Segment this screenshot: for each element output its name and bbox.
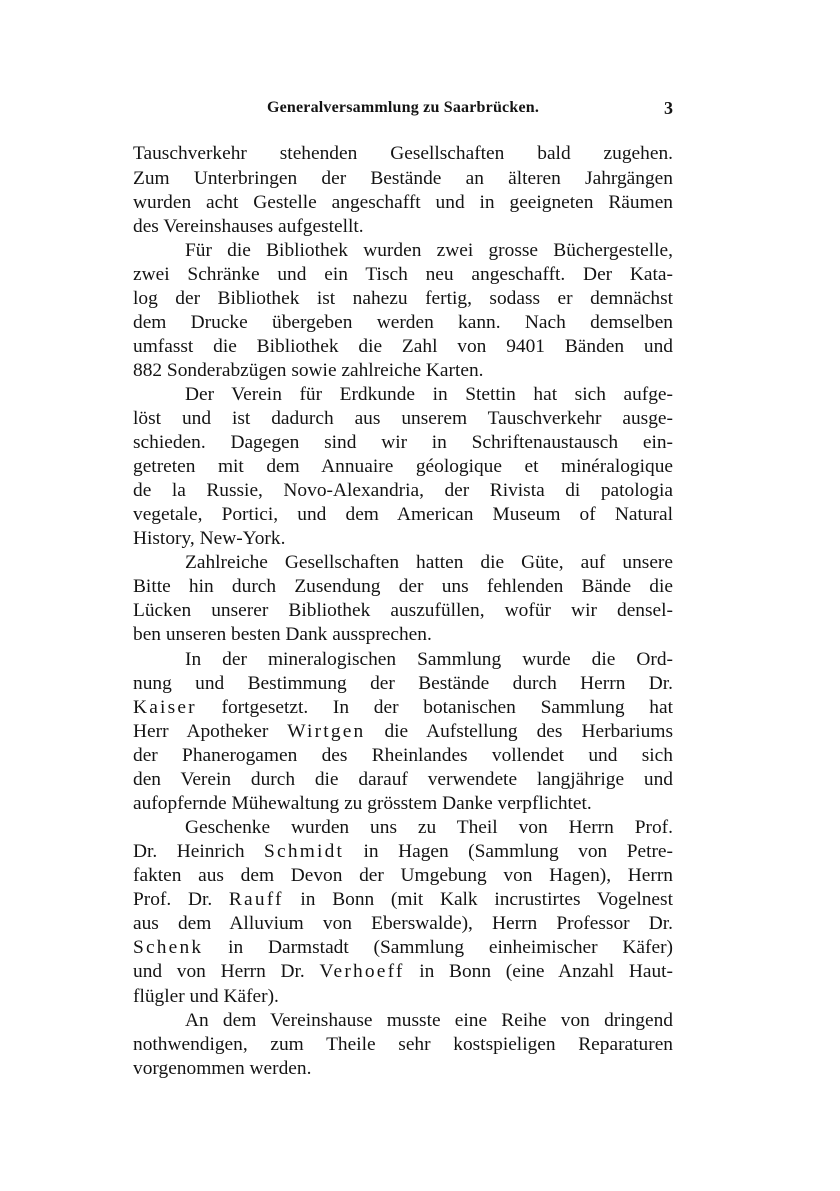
text-line: vorgenommen werden. [133, 1058, 312, 1079]
text-run: Herr Apotheker [133, 721, 288, 742]
text-line: aus dem Alluvium von Eberswalde), Herrn Professor Dr. [133, 913, 673, 934]
text-line: flügler und Käfer). [133, 986, 279, 1007]
text-line: schieden. Dagegen sind wir in Schriftenaustausch ein- [133, 432, 673, 453]
text-line: nung und Bestimmung der Bestände durch Herrn Dr. [133, 673, 673, 694]
text-run: fortgesetzt. In der botanischen Sammlung hat [196, 697, 673, 718]
text-run: in Hagen (Sammlung von Petre- [344, 841, 673, 862]
page-number: 3 [664, 98, 673, 118]
text-line: History, New-York. [133, 528, 286, 549]
text-line: Der Verein für Erdkunde in Stettin hat sich aufge- [185, 384, 673, 405]
text-line: An dem Vereinshause musste eine Reihe von dringend [185, 1010, 673, 1031]
text-line: vegetale, Portici, und dem American Museum of Natural [133, 504, 673, 525]
text-line: dem Drucke übergeben werden kann. Nach demselben [133, 312, 673, 333]
text-line: getreten mit dem Annuaire géologique et minéralogique [133, 456, 673, 477]
text-line [133, 935, 673, 961]
text-line: Zahlreiche Gesellschaften hatten die Güte, auf unsere [185, 552, 673, 573]
text-line: umfasst die Bibliothek die Zahl von 9401 Bänden und [133, 336, 673, 357]
text-line: zwei Schränke und ein Tisch neu angeschafft. Der Kata- [133, 264, 673, 285]
text-line: aufopfernde Mühewaltung zu grösstem Danke verpflichtet. [133, 793, 592, 814]
running-title: Generalversammlung zu Saarbrücken. [266, 99, 540, 116]
text-line: den Verein durch die darauf verwendete langjährige und [133, 769, 673, 790]
text-run: in Bonn (mit Kalk incrustirtes Vogelnest [283, 889, 673, 910]
text-line: löst und ist dadurch aus unserem Tauschverkehr ausge- [133, 408, 673, 429]
text-line: log der Bibliothek ist nahezu fertig, sodass er demnächst [133, 288, 673, 309]
text-run: die Aufstellung des Herbariums [365, 721, 673, 742]
text-run: in Darmstadt (Sammlung einheimischer Käfer) [203, 937, 673, 958]
text-line: fakten aus dem Devon der Umgebung von Hagen), Herrn [133, 865, 673, 886]
text-line: 882 Sonderabzügen sowie zahlreiche Karten. [133, 360, 484, 381]
text-line: Zum Unterbringen der Bestände an älteren Jahrgängen [133, 168, 673, 189]
spaced-name: Wirtgen [287, 721, 366, 742]
text-run: Dr. Heinrich [133, 841, 265, 862]
text-line: Lücken unserer Bibliothek auszufüllen, wofür wir densel- [133, 600, 673, 621]
text-run: in Bonn (eine Anzahl Haut- [404, 961, 673, 982]
text-line: des Vereinshauses aufgestellt. [133, 216, 364, 237]
spaced-name: Verhoeff [319, 961, 405, 982]
text-line: der Phanerogamen des Rheinlandes vollendet und sich [133, 745, 673, 766]
text-line [133, 887, 673, 913]
text-line: Bitte hin durch Zusendung der uns fehlenden Bände die [133, 576, 673, 597]
text-line: wurden acht Gestelle angeschafft und in geeigneten Räumen [133, 192, 673, 213]
text-line [133, 839, 673, 865]
text-line: ben unseren besten Dank aussprechen. [133, 624, 432, 645]
spaced-name: Kaiser [133, 697, 197, 718]
text-line: de la Russie, Novo-Alexandria, der Rivista di patologia [133, 480, 673, 501]
text-line: Geschenke wurden uns zu Theil von Herrn Prof. [185, 817, 673, 838]
text-run: und von Herrn Dr. [133, 961, 320, 982]
text-line: Für die Bibliothek wurden zwei grosse Büchergestelle, [185, 240, 673, 261]
spaced-name: Rauff [228, 889, 284, 910]
text-line [133, 695, 673, 721]
text-line: Tauschverkehr stehenden Gesellschaften bald zugehen. [133, 143, 673, 164]
text-line: nothwendigen, zum Theile sehr kostspieligen Reparaturen [133, 1034, 673, 1055]
text-line: In der mineralogischen Sammlung wurde die Ord- [185, 649, 673, 670]
text-line [133, 959, 673, 985]
spaced-name: Schmidt [264, 841, 345, 862]
text-run: Prof. Dr. [133, 889, 229, 910]
running-head [133, 95, 673, 121]
spaced-name: Schenk [133, 937, 204, 958]
text-line [133, 719, 673, 745]
